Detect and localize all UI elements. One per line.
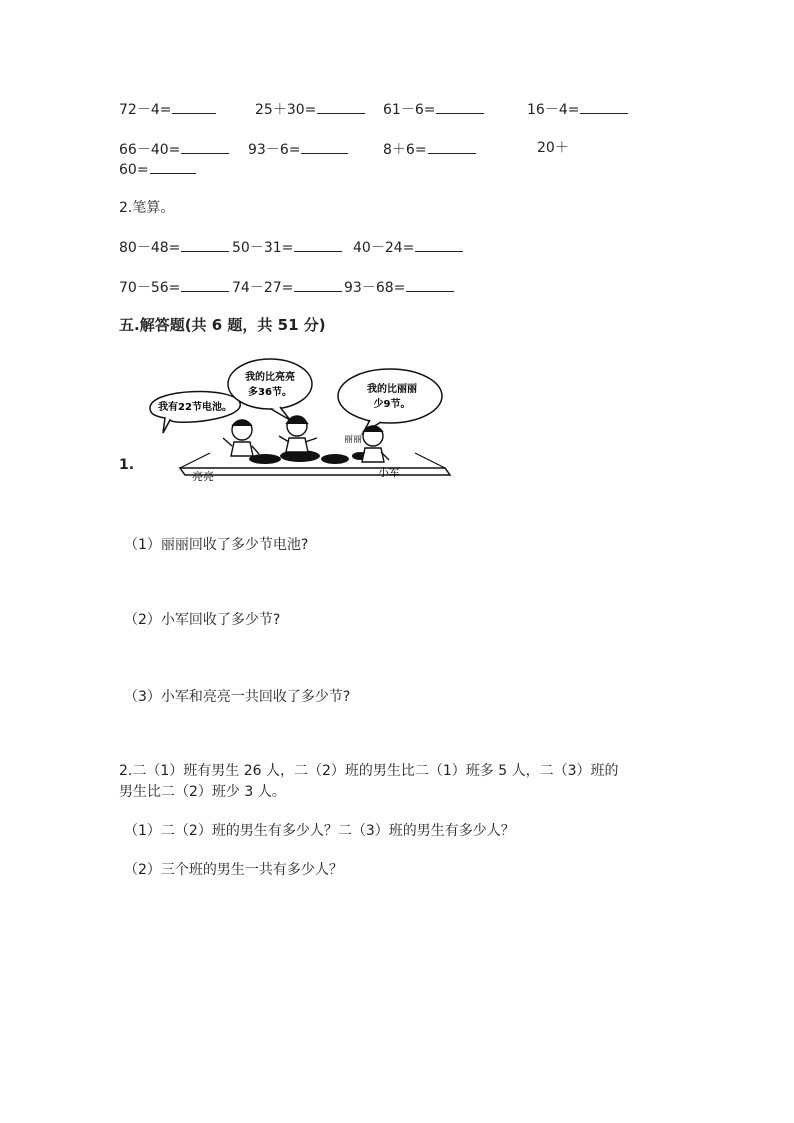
answer-blank[interactable] — [172, 99, 216, 114]
bubble-xiaojun-line-1: 我的比丽丽 — [367, 384, 417, 395]
bubble-xiaojun-line-2: 少9节。 — [373, 399, 411, 410]
sub-question: （2）小军回收了多少节? — [124, 612, 281, 628]
answer-blank[interactable] — [301, 139, 348, 154]
oral-calc-item-wrap — [119, 159, 196, 179]
expression: 60= — [119, 162, 149, 178]
expression: 80－48= — [119, 240, 181, 256]
label-lili: 丽丽 — [343, 435, 363, 445]
answer-blank[interactable] — [436, 99, 484, 114]
answer-blank[interactable] — [428, 139, 476, 154]
label-xiaojun: 小军 — [378, 466, 400, 479]
answer-blank[interactable] — [181, 237, 229, 252]
oral-calc-item — [537, 139, 569, 157]
question-number: 1. — [119, 457, 135, 473]
expression: 66－40= — [119, 142, 181, 158]
recycling-batteries-illustration — [145, 358, 475, 488]
expression: 40－24= — [353, 240, 415, 256]
written-calc-item — [344, 277, 454, 297]
answer-blank[interactable] — [181, 277, 229, 292]
sub-question: （2）三个班的男生一共有多少人？ — [124, 862, 343, 878]
expression: 50－31= — [232, 240, 294, 256]
oral-calc-row-1 — [119, 99, 216, 119]
bubble-lili-line-1: 我的比亮亮 — [245, 372, 295, 383]
sub-question: （1）丽丽回收了多少节电池? — [124, 537, 309, 553]
question-text: 男生比二（2）班少 3 人。 — [119, 784, 286, 800]
written-calc-item — [353, 237, 463, 257]
answer-blank[interactable] — [406, 277, 454, 292]
oral-calc-item — [527, 99, 628, 119]
written-calc-item — [119, 237, 229, 257]
expression: 93－6= — [248, 142, 301, 158]
label-liangliang: 亮亮 — [192, 470, 214, 483]
section-heading: 五.解答题(共 6 题，共 51 分) — [119, 316, 326, 334]
oral-calc-item — [248, 139, 348, 159]
expression: 72－4= — [119, 102, 172, 118]
answer-blank[interactable] — [150, 159, 196, 174]
oral-calc-item — [383, 139, 476, 159]
answer-blank[interactable] — [580, 99, 628, 114]
expression: 16－4= — [527, 102, 580, 118]
answer-blank[interactable] — [294, 277, 342, 292]
expression: 70－56= — [119, 280, 181, 296]
expression: 61－6= — [383, 102, 436, 118]
question-text: 2.二（1）班有男生 26 人，二（2）班的男生比二（1）班多 5 人，二（3）班的 — [119, 763, 619, 779]
bubble-lili-line-2: 多36节。 — [248, 387, 292, 398]
bubble-liangliang: 我有22节电池。 — [158, 402, 232, 413]
expression: 93－68= — [344, 280, 406, 296]
answer-blank[interactable] — [415, 237, 463, 252]
lili-figure — [279, 416, 317, 452]
answer-blank[interactable] — [181, 139, 229, 154]
expression: 74－27= — [232, 280, 294, 296]
expression: 8＋6= — [383, 142, 427, 158]
answer-blank[interactable] — [317, 99, 365, 114]
liangliang-figure — [223, 420, 259, 456]
oral-calc-row-2 — [119, 139, 229, 159]
expression: 25＋30= — [255, 102, 317, 118]
answer-blank[interactable] — [294, 237, 342, 252]
written-calc-item — [119, 277, 229, 297]
sub-question: （1）二（2）班的男生有多少人？二（3）班的男生有多少人？ — [124, 823, 515, 839]
written-calc-item — [232, 237, 342, 257]
sub-question: （3）小军和亮亮一共回收了多少节? — [124, 689, 351, 705]
oral-calc-item — [255, 99, 365, 119]
written-calc-item — [232, 277, 342, 297]
written-calc-heading: 2.笔算。 — [119, 200, 175, 216]
oral-calc-item — [383, 99, 484, 119]
expression: 20＋ — [537, 140, 569, 156]
